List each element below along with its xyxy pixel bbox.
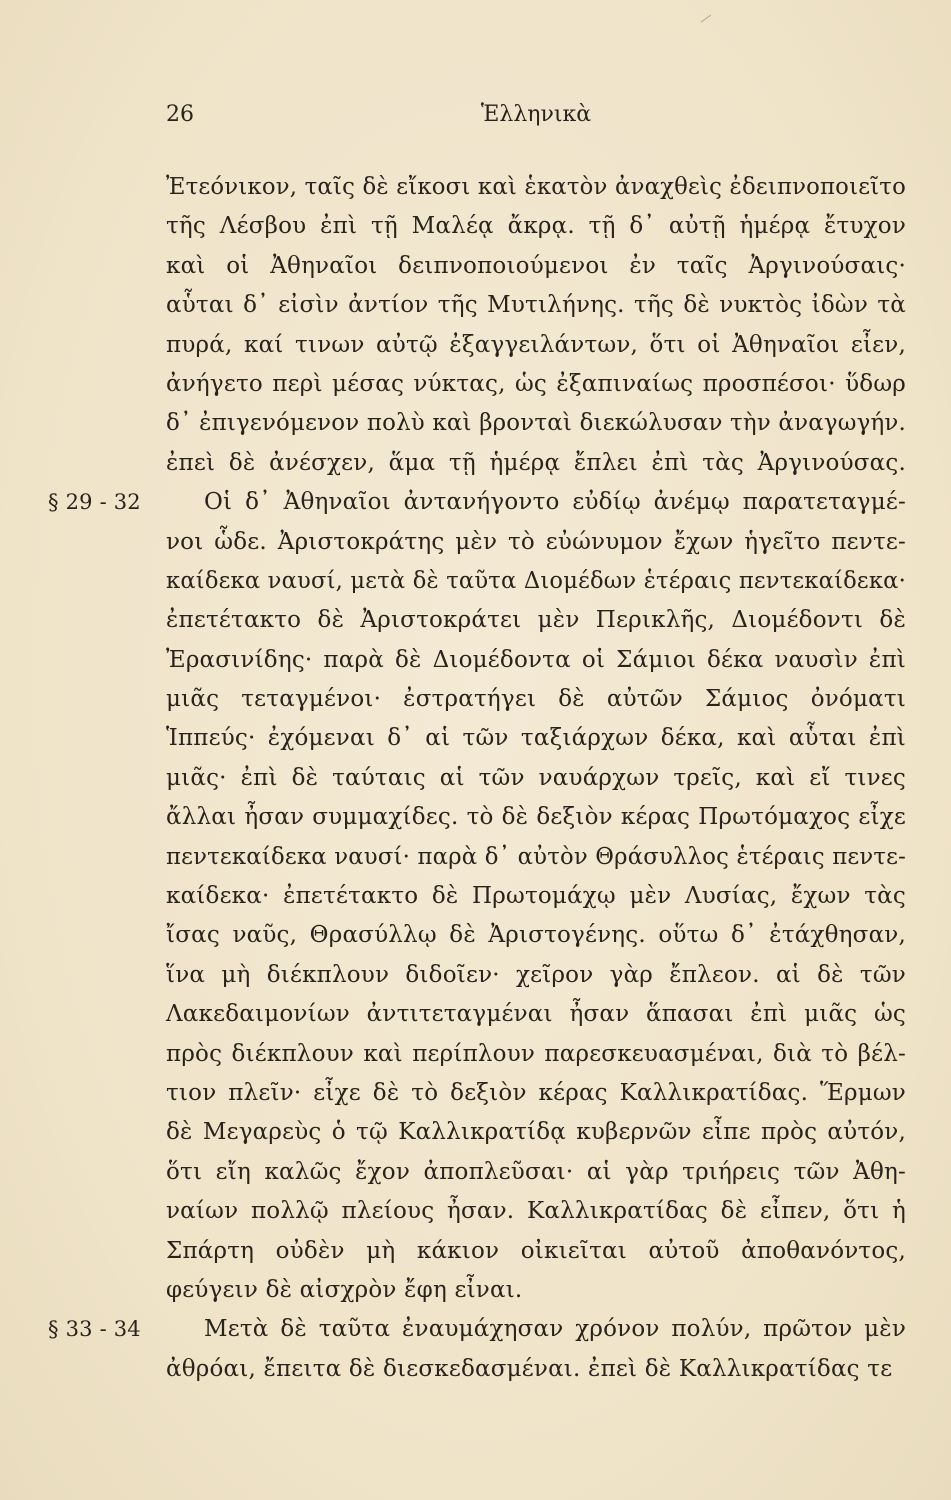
line-text: μιᾶς· ἐπὶ δὲ ταύταις αἱ τῶν ναυάρχων τρεῖς, καὶ εἴ τινες [166, 764, 906, 791]
line-text: τῆς Λέσβου ἐπὶ τῇ Μαλέᾳ ἄκρᾳ. τῇ δ᾽ αὐτῇ ἡμέρᾳ ἔτυχον [166, 213, 906, 240]
text-line [166, 168, 906, 207]
text-line [166, 601, 906, 640]
text-line [166, 641, 906, 680]
text-line [166, 1271, 906, 1310]
line-text: Οἱ δ᾽ Ἀθηναῖοι ἀντανήγοντο εὐδίῳ ἀνέμῳ παρατεταγμέ- [204, 489, 906, 516]
line-text: Σπάρτη οὐδὲν μὴ κάκιον οἰκιεῖται αὐτοῦ ἀποθανόντος, [166, 1237, 906, 1264]
line-text: Ἐρασινίδης· παρὰ δὲ Διομέδοντα οἱ Σάμιοι δέκα ναυσὶν ἐπὶ [166, 646, 906, 673]
text-line [166, 562, 906, 601]
line-text: δ᾽ ἐπιγενόμενον πολὺ καὶ βρονταὶ διεκώλυσαν τὴν ἀναγωγήν. [166, 410, 906, 437]
text-line [166, 365, 906, 404]
line-text: νοι ὧδε. Ἀριστοκράτης μὲν τὸ εὐώνυμον ἔχων ἡγεῖτο πεντε- [166, 528, 906, 555]
text-line [166, 1035, 906, 1074]
line-text: ἐπετέτακτο δὲ Ἀριστοκράτει μὲν Περικλῆς, Διομέδοντι δὲ [166, 607, 906, 634]
line-text: ἴσας ναῦς, Θρασύλλῳ δὲ Ἀριστογένης. οὕτω δ᾽ ἐτάχθησαν, [166, 922, 906, 949]
line-text: καὶ οἱ Ἀθηναῖοι δειπνοποιούμενοι ἐν ταῖς Ἀργινούσαις· [166, 252, 906, 279]
line-text: Ἐτεόνικον, ταῖς δὲ εἴκοσι καὶ ἑκατὸν ἀναχθεὶς ἐδειπνοποιεῖτο [166, 174, 906, 200]
text-line [166, 523, 906, 562]
line-text: ναίων πολλῷ πλείους ἦσαν. Καλλικρατίδας δὲ εἶπεν, ὅτι ἡ [166, 1198, 906, 1225]
text-line [166, 877, 906, 916]
line-text: δὲ Μεγαρεὺς ὁ τῷ Καλλικρατίδᾳ κυβερνῶν εἶπε πρὸς αὐτόν, [166, 1119, 906, 1146]
text-line [166, 759, 906, 798]
line-text: Λακεδαιμονίων ἀντιτεταγμέναι ἦσαν ἅπασαι ἐπὶ μιᾶς ὡς [166, 1001, 906, 1028]
text-line [166, 1232, 906, 1271]
text-line [166, 916, 906, 955]
text-line [166, 247, 906, 286]
text-line [166, 1074, 906, 1113]
text-line [166, 995, 906, 1034]
page-header [166, 102, 906, 142]
line-text: τιον πλεῖν· εἶχε δὲ τὸ δεξιὸν κέρας Καλλικρατίδας. Ἕρμων [166, 1079, 906, 1106]
text-line [166, 326, 906, 365]
line-text: αὗται δ᾽ εἰσὶν ἀντίον τῆς Μυτιλήνης. τῆς δὲ νυκτὸς ἰδὼν τὰ [166, 292, 906, 319]
running-title: Ἑλληνικὰ [480, 102, 592, 127]
text-line [166, 1350, 906, 1389]
line-text: πεντεκαίδεκα ναυσί· παρὰ δ᾽ αὐτὸν Θράσυλλος ἑτέραις πεντε- [166, 843, 906, 870]
line-text: φεύγειν δὲ αἰσχρὸν ἔφη εἶναι. [166, 1276, 523, 1303]
line-text: ἀνήγετο περὶ μέσας νύκτας, ὡς ἐξαπιναίως προσπέσοι· ὕδωρ [166, 370, 906, 397]
text-line [48, 1310, 906, 1349]
line-text: ὅτι εἴη καλῶς ἔχον ἀποπλεῦσαι· αἱ γὰρ τριήρεις τῶν Ἀθη- [166, 1158, 906, 1185]
line-text: ἀθρόαι, ἔπειτα δὲ διεσκεδασμέναι. ἐπεὶ δὲ Καλλικρατίδας τε [166, 1355, 893, 1382]
line-text: πυρά, καί τινων αὐτῷ ἐξαγγειλάντων, ὅτι οἱ Ἀθηναῖοι εἶεν, [166, 331, 906, 358]
text-line [166, 207, 906, 246]
line-text: καίδεκα ναυσί, μετὰ δὲ ταῦτα Διομέδων ἑτέραις πεντεκαίδεκα· [166, 567, 906, 594]
text-line [166, 444, 906, 483]
text-line [166, 798, 906, 837]
text-line [166, 286, 906, 325]
text-line [166, 719, 906, 758]
line-text: καίδεκα· ἐπετέτακτο δὲ Πρωτομάχῳ μὲν Λυσίας, ἔχων τὰς [166, 883, 906, 910]
text-line [166, 1113, 906, 1152]
text-line [166, 838, 906, 877]
page-number: 26 [166, 102, 194, 127]
text-line [166, 956, 906, 995]
line-text: Ἱππεύς· ἐχόμεναι δ᾽ αἱ τῶν ταξιάρχων δέκα, καὶ αὗται ἐπὶ [166, 725, 906, 752]
text-body [48, 168, 906, 1389]
text-line [48, 483, 906, 522]
section-marker: § 29 - 32 [48, 490, 141, 515]
text-line [166, 404, 906, 443]
section-marker: § 33 - 34 [48, 1317, 141, 1342]
text-line [166, 680, 906, 719]
paper-mark [701, 15, 711, 23]
line-text: ἄλλαι ἦσαν συμμαχίδες. τὸ δὲ δεξιὸν κέρας Πρωτόμαχος εἶχε [166, 804, 906, 831]
text-line [166, 1192, 906, 1231]
line-text: ἵνα μὴ διέκπλουν διδοῖεν· χεῖρον γὰρ ἔπλεον. αἱ δὲ τῶν [166, 961, 906, 988]
line-text: Μετὰ δὲ ταῦτα ἐναυμάχησαν χρόνον πολύν, πρῶτον μὲν [204, 1316, 906, 1343]
line-text: μιᾶς τεταγμένοι· ἐστρατήγει δὲ αὐτῶν Σάμιος ὀνόματι [166, 686, 906, 713]
line-text: ἐπεὶ δὲ ἀνέσχεν, ἅμα τῇ ἡμέρᾳ ἔπλει ἐπὶ τὰς Ἀργινούσας. [166, 449, 906, 476]
text-line [166, 1153, 906, 1192]
line-text: πρὸς διέκπλουν καὶ περίπλουν παρεσκευασμέναι, διὰ τὸ βέλ- [166, 1040, 906, 1067]
